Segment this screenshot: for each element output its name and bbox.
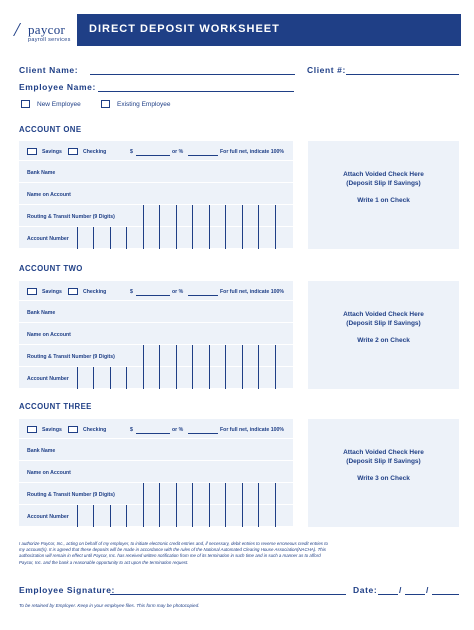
- authorization-line: Paycor, Inc. and the bank a reasonable opportunity to act upon the termination request.: [19, 559, 189, 565]
- digit-divider: [192, 367, 193, 389]
- digit-divider: [192, 205, 193, 227]
- routing-number-label: Routing & Transit Number (9 Digits): [27, 354, 115, 360]
- account-number-label: Account Number: [27, 376, 69, 382]
- employee-signature-label: Employee Signature:: [19, 585, 115, 595]
- percent-field[interactable]: [188, 295, 218, 296]
- savings-checkbox[interactable]: [27, 288, 37, 295]
- account-number-label: Account Number: [27, 236, 69, 242]
- deposit-slip-text: (Deposit Slip If Savings): [346, 180, 421, 187]
- new-employee-checkbox[interactable]: [21, 100, 30, 108]
- name-on-account-label: Name on Account: [27, 192, 71, 198]
- digit-divider: [242, 505, 243, 527]
- employee-name-label: Employee Name:: [19, 82, 96, 92]
- digit-divider: [258, 345, 259, 367]
- authorization-line: authorization will remain in effect until Paycor, Inc. has received written notification from me of its termination in such time and in such a manner as to afford: [19, 553, 321, 559]
- name-on-account-label: Name on Account: [27, 332, 71, 338]
- checking-checkbox[interactable]: [68, 288, 78, 295]
- routing-number-label: Routing & Transit Number (9 Digits): [27, 214, 115, 220]
- digit-divider: [143, 367, 144, 389]
- digit-divider: [275, 483, 276, 505]
- date-month-field[interactable]: [378, 594, 398, 595]
- digit-divider: [225, 345, 226, 367]
- bank-name-label: Bank Name: [27, 310, 56, 316]
- digit-divider: [275, 345, 276, 367]
- client-number-label: Client #:: [307, 65, 346, 75]
- logo-subtitle: payroll services: [28, 37, 71, 43]
- digit-divider: [225, 205, 226, 227]
- digit-divider: [192, 483, 193, 505]
- attach-check-text: Attach Voided Check Here: [343, 449, 424, 456]
- digit-divider: [192, 227, 193, 249]
- checking-label: Checking: [83, 149, 107, 155]
- digit-divider: [159, 483, 160, 505]
- savings-label: Savings: [42, 149, 62, 155]
- account-three-title: ACCOUNT THREE: [19, 402, 92, 411]
- dollar-sign: $: [130, 427, 133, 433]
- digit-divider: [275, 205, 276, 227]
- authorization-text: [19, 541, 349, 566]
- or-percent-label: or %: [172, 427, 184, 433]
- attach-check-text: Attach Voided Check Here: [343, 311, 424, 318]
- digit-divider: [258, 505, 259, 527]
- client-number-field[interactable]: [346, 74, 459, 75]
- digit-divider: [192, 345, 193, 367]
- digit-divider: [159, 227, 160, 249]
- digit-divider: [176, 345, 177, 367]
- digit-divider: [93, 367, 94, 389]
- digit-divider: [242, 367, 243, 389]
- header-bar: [77, 14, 461, 46]
- or-percent-label: or %: [172, 289, 184, 295]
- digit-divider: [275, 367, 276, 389]
- bank-name-label: Bank Name: [27, 170, 56, 176]
- authorization-line: I authorize Paycor, Inc., acting on behalf of my employer, to initiate electronic credit entries and, if necessary, debit entries to reverse erroneous credit entries to: [19, 541, 328, 546]
- name-on-account-row[interactable]: [19, 461, 293, 483]
- client-name-label: Client Name:: [19, 65, 79, 75]
- digit-divider: [143, 227, 144, 249]
- date-separator: /: [426, 585, 429, 595]
- savings-label: Savings: [42, 289, 62, 295]
- digit-divider: [93, 505, 94, 527]
- bank-name-row[interactable]: [19, 439, 293, 461]
- digit-divider: [159, 505, 160, 527]
- digit-divider: [209, 345, 210, 367]
- digit-divider: [192, 505, 193, 527]
- digit-divider: [176, 505, 177, 527]
- full-net-note: For full net, indicate 100%: [220, 289, 284, 295]
- digit-divider: [110, 227, 111, 249]
- digit-divider: [258, 483, 259, 505]
- digit-divider: [225, 367, 226, 389]
- digit-divider: [126, 367, 127, 389]
- name-on-account-label: Name on Account: [27, 470, 71, 476]
- full-net-note: For full net, indicate 100%: [220, 149, 284, 155]
- paycor-logo: [14, 18, 80, 48]
- digit-divider: [242, 227, 243, 249]
- percent-field[interactable]: [188, 433, 218, 434]
- digit-divider: [77, 227, 78, 249]
- digit-divider: [242, 205, 243, 227]
- digit-divider: [258, 227, 259, 249]
- deposit-slip-text: (Deposit Slip If Savings): [346, 458, 421, 465]
- employee-name-field[interactable]: [98, 91, 294, 92]
- digit-divider: [143, 483, 144, 505]
- digit-divider: [209, 483, 210, 505]
- checking-checkbox[interactable]: [68, 426, 78, 433]
- name-on-account-row[interactable]: [19, 323, 293, 345]
- digit-divider: [143, 505, 144, 527]
- digit-divider: [258, 367, 259, 389]
- percent-field[interactable]: [188, 155, 218, 156]
- attach-check-text: Attach Voided Check Here: [343, 171, 424, 178]
- digit-divider: [110, 505, 111, 527]
- write-on-check-text: Write 3 on Check: [357, 475, 410, 482]
- checking-label: Checking: [83, 427, 107, 433]
- date-day-field[interactable]: [405, 594, 425, 595]
- savings-label: Savings: [42, 427, 62, 433]
- digit-divider: [126, 227, 127, 249]
- deposit-slip-text: (Deposit Slip If Savings): [346, 320, 421, 327]
- checking-label: Checking: [83, 289, 107, 295]
- digit-divider: [275, 227, 276, 249]
- digit-divider: [242, 345, 243, 367]
- account-type-row: [19, 141, 293, 161]
- digit-divider: [209, 227, 210, 249]
- account-one-title: ACCOUNT ONE: [19, 125, 82, 134]
- routing-number-row[interactable]: [19, 345, 293, 367]
- account-two-title: ACCOUNT TWO: [19, 264, 83, 273]
- routing-number-row[interactable]: [19, 205, 293, 227]
- digit-divider: [275, 505, 276, 527]
- amount-field[interactable]: [136, 433, 170, 434]
- account-number-row[interactable]: [19, 227, 293, 249]
- bank-name-row[interactable]: [19, 301, 293, 323]
- dollar-sign: $: [130, 149, 133, 155]
- voided-check-area-two: [308, 281, 459, 389]
- digit-divider: [225, 483, 226, 505]
- logo-name: paycor: [28, 22, 66, 37]
- digit-divider: [176, 367, 177, 389]
- account-type-row: [19, 419, 293, 439]
- digit-divider: [209, 367, 210, 389]
- logo-mark: /: [14, 19, 20, 41]
- savings-checkbox[interactable]: [27, 426, 37, 433]
- savings-checkbox[interactable]: [27, 148, 37, 155]
- routing-number-label: Routing & Transit Number (9 Digits): [27, 492, 115, 498]
- client-name-field[interactable]: [90, 74, 295, 75]
- bank-name-label: Bank Name: [27, 448, 56, 454]
- date-label: Date:: [353, 585, 378, 595]
- digit-divider: [143, 205, 144, 227]
- account-one-block: [19, 141, 293, 249]
- or-percent-label: or %: [172, 149, 184, 155]
- full-net-note: For full net, indicate 100%: [220, 427, 284, 433]
- existing-employee-label: Existing Employee: [117, 101, 171, 108]
- digit-divider: [126, 505, 127, 527]
- account-three-block: [19, 419, 293, 527]
- account-number-row[interactable]: [19, 367, 293, 389]
- digit-divider: [209, 505, 210, 527]
- digit-divider: [176, 227, 177, 249]
- new-employee-label: New Employee: [37, 101, 81, 108]
- digit-divider: [159, 205, 160, 227]
- digit-divider: [258, 205, 259, 227]
- employee-signature-field[interactable]: [110, 594, 346, 595]
- account-number-label: Account Number: [27, 514, 69, 520]
- digit-divider: [159, 345, 160, 367]
- digit-divider: [242, 483, 243, 505]
- existing-employee-checkbox[interactable]: [101, 100, 110, 108]
- authorization-line: my account(s). It is agreed that these deposits will be made in accordance with the rules of the National Automated Clearing House Association(NACHA). This: [19, 547, 326, 553]
- dollar-sign: $: [130, 289, 133, 295]
- name-on-account-row[interactable]: [19, 183, 293, 205]
- digit-divider: [225, 505, 226, 527]
- page-title: DIRECT DEPOSIT WORKSHEET: [89, 23, 280, 35]
- digit-divider: [159, 367, 160, 389]
- write-on-check-text: Write 2 on Check: [357, 337, 410, 344]
- amount-field[interactable]: [136, 295, 170, 296]
- write-on-check-text: Write 1 on Check: [357, 197, 410, 204]
- bank-name-row[interactable]: [19, 161, 293, 183]
- digit-divider: [143, 345, 144, 367]
- digit-divider: [77, 367, 78, 389]
- digit-divider: [176, 205, 177, 227]
- voided-check-area-one: [308, 141, 459, 249]
- voided-check-area-three: [308, 419, 459, 527]
- checking-checkbox[interactable]: [68, 148, 78, 155]
- footer-note: To be retained by Employer. Keep in your employee files. This form may be photocopied.: [19, 603, 200, 608]
- date-year-field[interactable]: [432, 594, 459, 595]
- digit-divider: [225, 227, 226, 249]
- digit-divider: [176, 483, 177, 505]
- account-type-row: [19, 281, 293, 301]
- digit-divider: [110, 367, 111, 389]
- date-separator: /: [399, 585, 402, 595]
- routing-number-row[interactable]: [19, 483, 293, 505]
- digit-divider: [209, 205, 210, 227]
- digit-divider: [77, 505, 78, 527]
- account-two-block: [19, 281, 293, 389]
- digit-divider: [93, 227, 94, 249]
- account-number-row[interactable]: [19, 505, 293, 527]
- amount-field[interactable]: [136, 155, 170, 156]
